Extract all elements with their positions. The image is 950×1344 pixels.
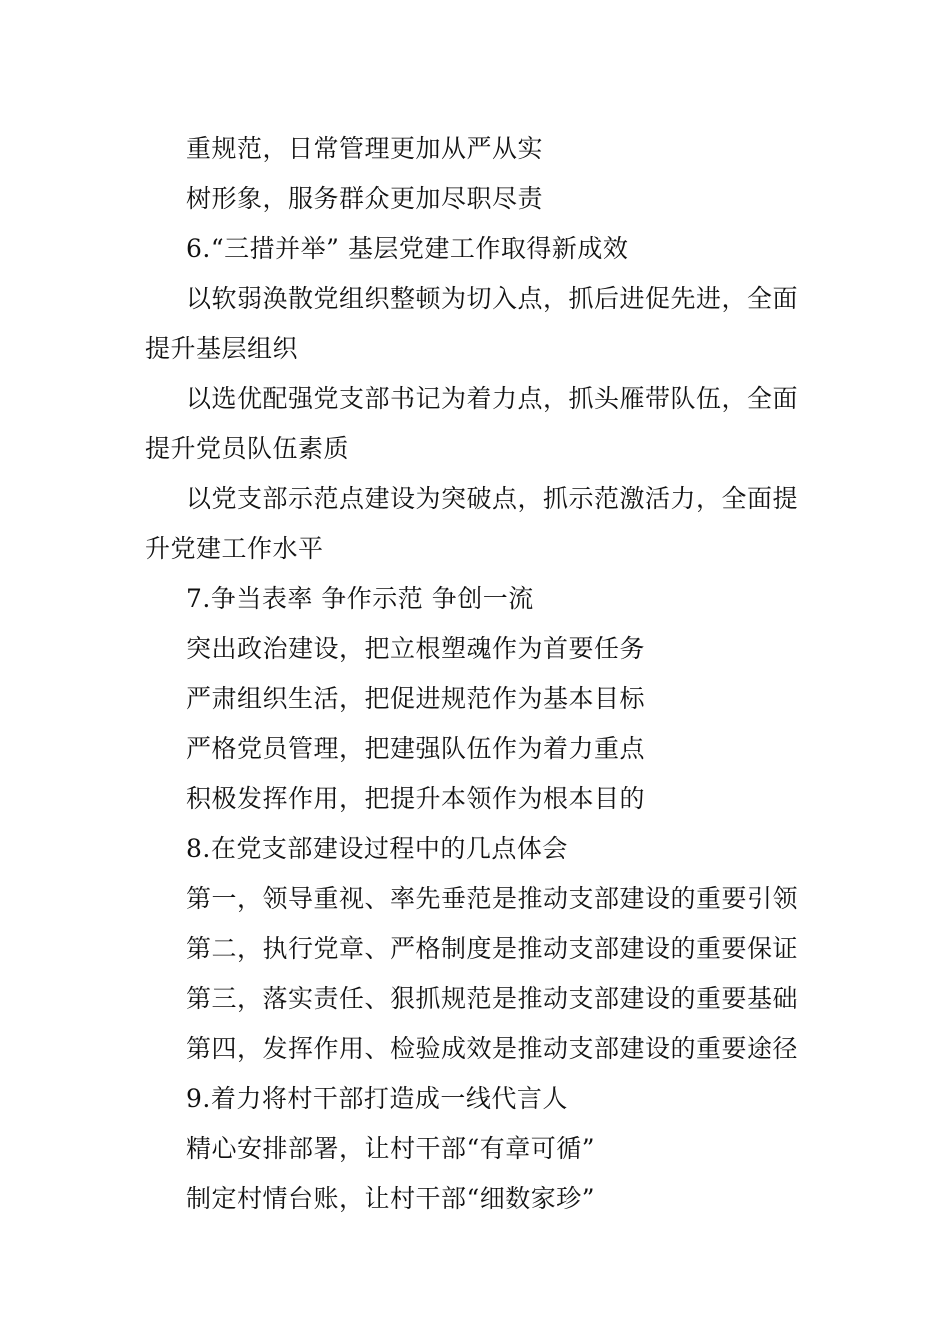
paragraph: 树形象，服务群众更加尽职尽责 [186,184,544,213]
section-heading: 6.“三措并举” 基层党建工作取得新成效 [186,234,629,263]
paragraph: 精心安排部署，让村干部“有章可循” [186,1134,596,1163]
paragraph: 积极发挥作用，把提升本领作为根本目的 [186,784,646,813]
document-body [145,124,810,1224]
paragraph: 制定村情台账，让村干部“细数家珍” [186,1184,596,1213]
paragraph: 第一，领导重视、率先垂范是推动支部建设的重要引领 [186,884,799,913]
paragraph: 严肃组织生活，把促进规范作为基本目标 [186,684,646,713]
paragraph: 严格党员管理，把建强队伍作为着力重点 [186,734,646,763]
section-heading: 9.着力将村干部打造成一线代言人 [186,1084,568,1113]
section-heading: 8.在党支部建设过程中的几点体会 [186,834,568,863]
paragraph: 突出政治建设，把立根塑魂作为首要任务 [186,634,646,663]
paragraph: 以党支部示范点建设为突破点，抓示范激活力，全面提升党建工作水平 [145,484,799,563]
section-heading: 7.争当表率 争作示范 争创一流 [186,584,534,613]
paragraph: 第二，执行党章、严格制度是推动支部建设的重要保证 [186,934,799,963]
paragraph: 重规范，日常管理更加从严从实 [186,134,544,163]
paragraph: 以选优配强党支部书记为着力点，抓头雁带队伍，全面提升党员队伍素质 [145,384,799,463]
paragraph: 第四，发挥作用、检验成效是推动支部建设的重要途径 [186,1034,799,1063]
paragraph: 第三，落实责任、狠抓规范是推动支部建设的重要基础 [186,984,799,1013]
paragraph: 以软弱涣散党组织整顿为切入点，抓后进促先进，全面提升基层组织 [145,284,799,363]
